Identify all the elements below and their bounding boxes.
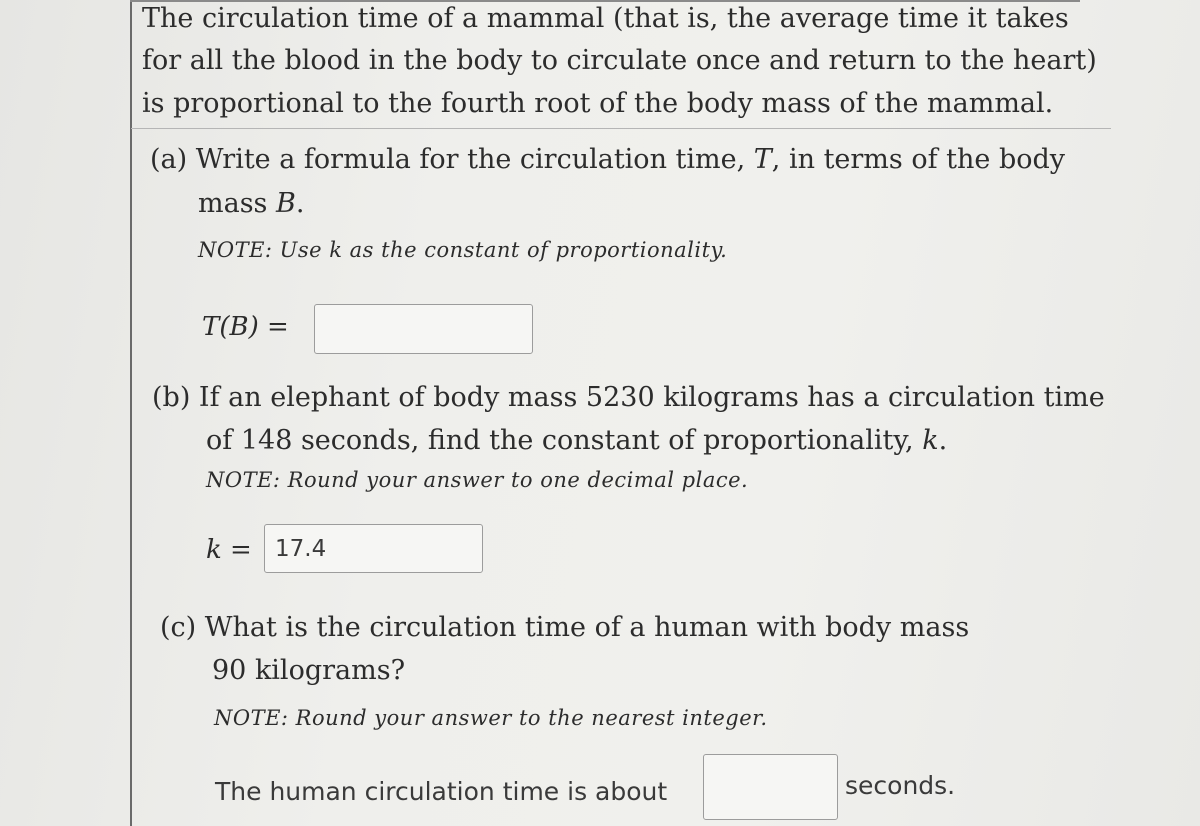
part-c-answer-suffix: seconds. xyxy=(845,771,956,800)
part-c-line-2: 90 kilograms? xyxy=(212,655,406,686)
part-b-answer-label-text: k = xyxy=(206,535,252,565)
part-a-answer-label xyxy=(202,312,289,342)
frame-left-border xyxy=(130,0,132,826)
part-b-var-k: k xyxy=(922,425,939,456)
frame-top-border xyxy=(130,0,1080,2)
part-a-note: NOTE: Use k as the constant of proportionality. xyxy=(198,238,728,262)
part-b-note: NOTE: Round your answer to one decimal place. xyxy=(206,468,749,492)
part-a-line-2-prefix: mass xyxy=(198,188,276,219)
part-c-answer-prefix: The human circulation time is about xyxy=(215,777,668,806)
part-b-answer-input[interactable]: 17.4 xyxy=(264,524,483,573)
intro-line-1: The circulation time of a mammal (that is, the average time it takes xyxy=(142,3,1069,34)
part-a-line-2-suffix: . xyxy=(295,188,305,219)
part-b-line-2 xyxy=(206,425,947,457)
part-b-line-1: (b) If an elephant of body mass 5230 kilograms has a circulation time xyxy=(152,382,1105,413)
intro-line-2: for all the blood in the body to circulate once and return to the heart) xyxy=(142,45,1097,76)
part-b-line-2-prefix: of 148 seconds, find the constant of proportionality, xyxy=(206,425,923,456)
intro-line-3: is proportional to the fourth root of the body mass of the mammal. xyxy=(142,88,1054,119)
part-a-answer-input[interactable] xyxy=(314,304,533,354)
part-a-line-1-prefix: (a) Write a formula for the circulation time, xyxy=(150,144,754,175)
part-c-note: NOTE: Round your answer to the nearest integer. xyxy=(214,706,768,730)
part-c-line-1: (c) What is the circulation time of a human with body mass xyxy=(160,612,970,643)
part-b-answer-label xyxy=(206,535,252,565)
intro-divider xyxy=(131,128,1111,129)
part-a-var-b: B xyxy=(276,188,296,219)
part-a-answer-label-text: T(B) = xyxy=(202,312,289,342)
part-a-line-1-suffix: , in terms of the body xyxy=(771,144,1066,175)
part-a-var-t: T xyxy=(753,144,772,175)
part-c-answer-input[interactable] xyxy=(703,754,838,820)
part-a-line-1 xyxy=(150,144,1065,176)
part-b-line-2-suffix: . xyxy=(938,425,948,456)
part-a-line-2 xyxy=(198,188,304,220)
